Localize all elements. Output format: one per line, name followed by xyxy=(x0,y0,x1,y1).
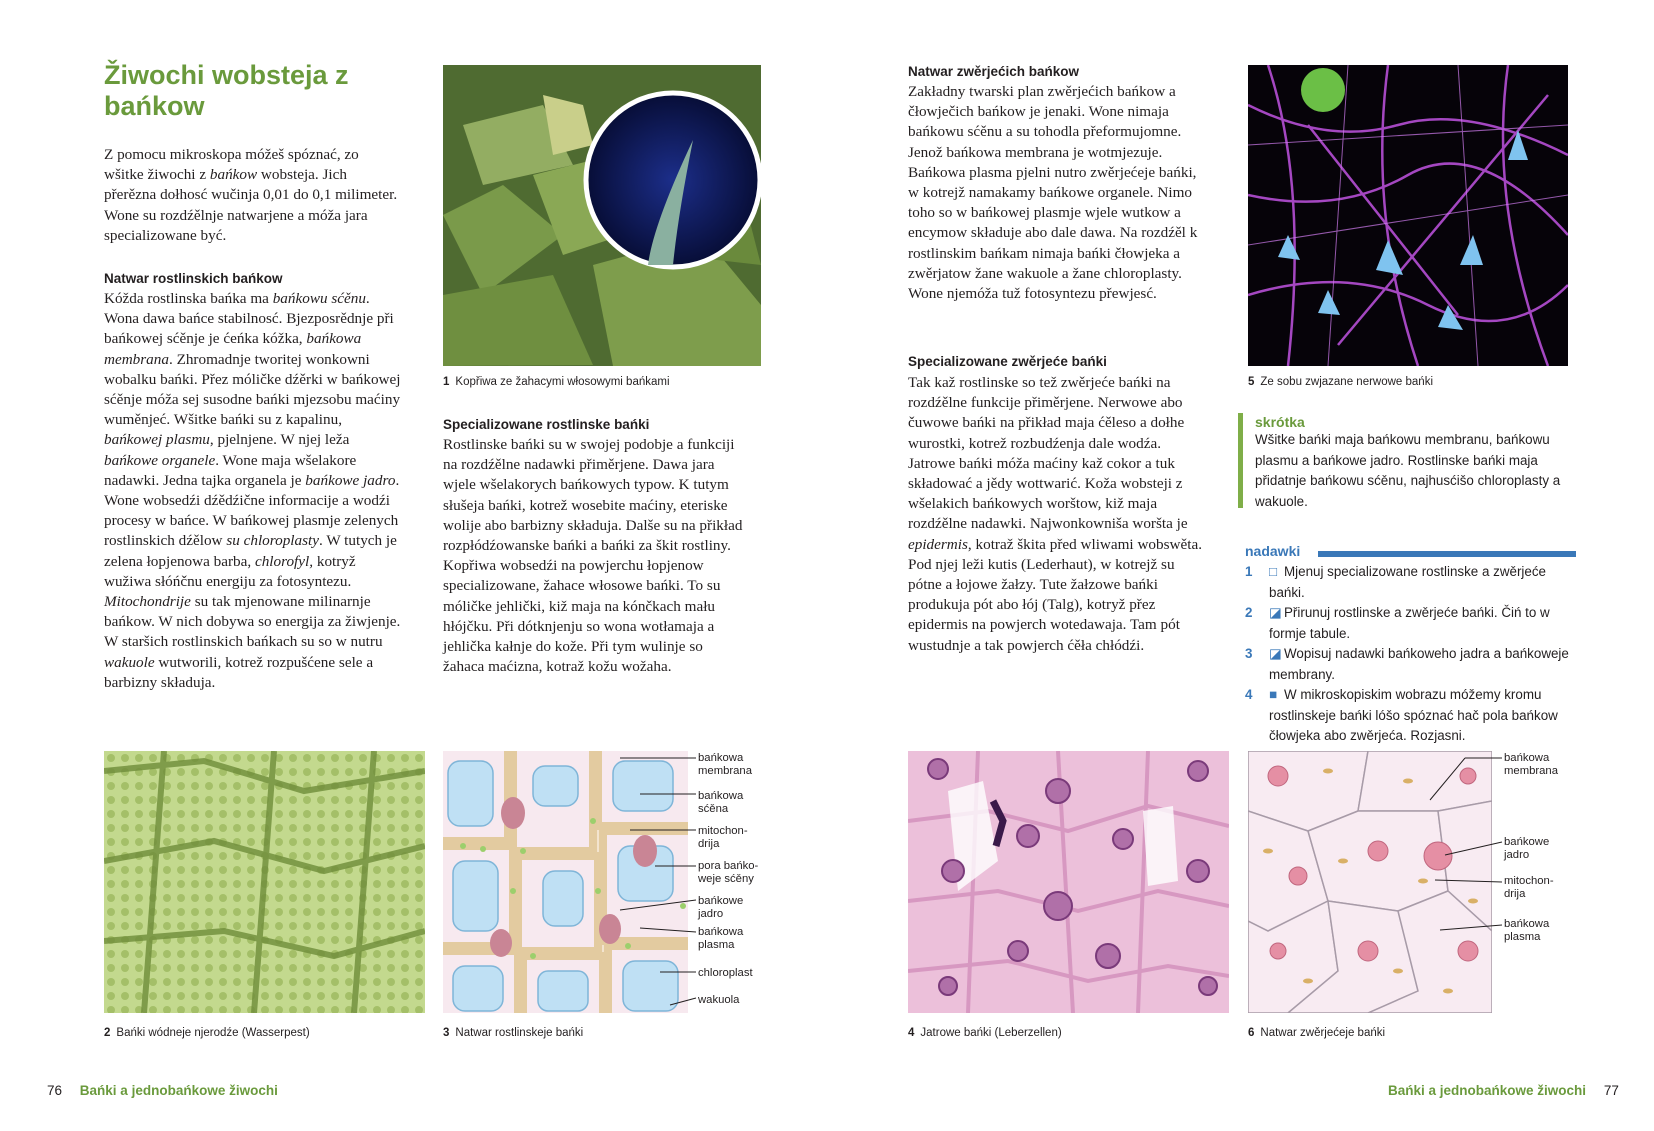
figure-6-caption: 6 Natwar zwěrjećeje bańki xyxy=(1248,1027,1386,1039)
nettle-photo xyxy=(443,65,761,366)
tasks-bar xyxy=(1318,551,1576,557)
figure-2-caption: 2 Bańki wódneje njerodźe (Wasserpest) xyxy=(104,1027,310,1039)
figure-5-caption: 5 Ze sobu zwjazane nerwowe bańki xyxy=(1248,376,1434,388)
fig3-label-nucleus: bańkowe jadro xyxy=(698,895,744,920)
special-plant-heading: Specializowane rostlinske bańki xyxy=(443,417,650,432)
figure-1-caption: 1 Kopřiwa ze žahacymi włosowymi bańkami xyxy=(443,376,670,388)
task-item: 3 ◪ Wopisuj nadawki bańkoweho jadra a bańkoweje membrany. xyxy=(1245,646,1569,682)
task-list xyxy=(1245,562,1585,747)
task-item: 2 ◪ Přirunuj rostlinske a zwěrjeće bańki. Čiń to w formje tabule. xyxy=(1245,605,1550,641)
fig6-leader-lines xyxy=(1420,750,1504,950)
chapter-title-right: Bańki a jednobańkowe žiwochi xyxy=(1388,1083,1587,1098)
page-number-right: 77 xyxy=(1603,1083,1619,1098)
page-number-left: 76 xyxy=(47,1083,63,1098)
liver-cells-micrograph xyxy=(908,751,1229,1013)
fig6-label-mitochondria: mitochon-drija xyxy=(1504,875,1554,900)
special-animal-heading: Specializowane zwěrjeće bańki xyxy=(908,354,1107,369)
fig6-label-nucleus: bańkowe jadro xyxy=(1504,836,1550,861)
summary-text: Wšitke bańki maja bańkowu membranu, bańkowu plasmu a bańkowe jadro. Rostlinske bańki maja přidatnje bańkowu sćěnu, najhusćišo chloroplasty a wakuole. xyxy=(1255,432,1561,509)
intro-paragraph: Z pomocu mikroskopa móžeš spóznać, zo wšitke žiwochi z bańkow wobsteja. Jich přerězna dołhosć wučinja 0,01 do 0,1 milimeter. Wone su rozdźělnje natwarjene a móža jara specializowane być. xyxy=(104,146,398,244)
summary-box xyxy=(1238,414,1573,512)
fig3-label-mitochondria: mitochon-drija xyxy=(698,825,748,850)
fig6-label-plasma: bańkowa plasma xyxy=(1504,918,1550,943)
task-item: 4 ■ W mikroskopiskim wobrazu móžemy kromu rostlinskeje bańki lóšo spóznać hač pola bańkow čłowjeka abo zwěrjeća. Rozjasni. xyxy=(1245,687,1558,743)
chapter-title-left: Bańki a jednobańkowe žiwochi xyxy=(79,1083,278,1098)
task-item: 1 □ Mjenuj specializowane rostlinske a zwěrjeće bańki. xyxy=(1245,564,1546,600)
fig3-label-wall-pore: pora bańko-weje sćěny xyxy=(698,860,759,885)
figure-4-caption: 4 Jatrowe bańki (Leberzellen) xyxy=(908,1027,1062,1039)
figure-3-caption: 3 Natwar rostlinskeje bańki xyxy=(443,1027,584,1039)
special-plant-paragraph: Rostlinske bańki su w swojej podobje a funkciji na rozdźělne nadawki přiměrjene. Dawa jara wjele wšelakorych bańkowych typow. K tutym słušeja bańki, kotrež wosebite maćiny, eteriske wolije abo barbizny składuja. Dalše su na přikład rozpłódźowanske bańki a bańki za škit rostliny. Kopřiwa wobsedźi na powjerchu łopjenow specializowane, žahace włosowe bańki. To su móličke jehlički, kiž maja na kónčkach mału hłójčku. Při dótknjenju so wona wotłamaja a jehlička kałnje do kože. Při tym wulinje so žahaca maćizna, kotraž kožu wožaha. xyxy=(443,436,743,676)
summary-title: skrótka xyxy=(1255,414,1305,430)
plant-cells-paragraph: Kóžda rostlinska bańka ma bańkowu sćěnu. Wona dawa bańce stabilnosć. Bjezposrědnje při bańkowej sćěnje je ćeńka kóžka, bańkowa membrana. Zhromadnje tworitej wonkowni wobalku bańki. Přez móličke dźěrki w bańkowej sćěnje móža sej susodne bańki mjezsobu maćiny wuměnjeć. Wšitke bańki su z kapalinu, bańkowej plasmu, pjelnjene. W njej leža bańkowe organele. Wone maja wšelakore nadawki. Jedna tajka organela je bańkowe jadro. Wone wobsedźi dźědźične informacije a wodźi procesy w bańce. W bańkowej plasmje zelenych rostlinskich dźělow su chloroplasty. W tutych je zelena łopjenowa barba, chlorofyl, kotryž wužiwa słóńčnu energiju za fotosyntezu. Mitochondrije su tak mjenowane milinarnje bańkow. W nich dobywa so energija za žiwjenje. W staršich rostlinskich bańkach su so w nutru wakuole wutworili, kotrež rozpušćene sele a barbizny składuja. xyxy=(104,290,401,691)
fig3-label-cell-wall: bańkowa sćěna xyxy=(698,790,744,815)
left-footer xyxy=(47,1083,278,1098)
right-footer xyxy=(1388,1083,1619,1098)
fig3-label-chloroplast: chloroplast xyxy=(698,967,753,979)
plant-cells-heading: Natwar rostlinskich bańkow xyxy=(104,271,283,286)
fig3-label-vacuole: wakuola xyxy=(698,994,740,1006)
fig3-label-membrane: bańkowa membrana xyxy=(698,752,752,777)
animal-cells-paragraph: Zakładny twarski plan zwěrjećich bańkow a čłowječich bańkow je jenaki. Wone nimaja bańkowu sćěnu a su tohodla přeformujomne. Jenož bańkowa membrana je wotmjezuje. Bańkowa plasma pjelni nutro zwěrjećeje bańki, w kotrejž namakamy bańkowe organele. Nimo toho so w bańkowej plasmje wjele wutkow a encymow składuje abo dale dawa. Na rozdźěl k rostlinskim bańkam nimaja bańki čłowjeka a zwěrjatow žane wakuole a žane chloroplasty. Wone njemóža tuž fotosyntezu přewjesć. xyxy=(908,83,1198,303)
special-animal-paragraph: Tak kaž rostlinske so tež zwěrjeće bańki na rozdźělne funkcije přiměrjene. Nerwowe abo čuwowe bańki na přikład maja ćěleso a dołhe wurostki, kotrež rozbudźenja dale wodźa. Jatrowe bańki móža maćiny kaž cokor a tuk składować a jědy wottwarić. Koža wobsteji z wšelakich bańkowych worštow, kiž maja rozdźělne nadawki. Najwonkowniša woršta je epidermis, kotraž škita před wliwami wobswěta. Pod njej leži kutis (Lederhaut), w kotrejž su pótne a łojowe žałzy. Tute žałzowe bańki produkuja pót abo łój (Talg), kotryž přez epidermis na powjerch wotedawaja. Tam pót wustudnje a tak powjerch ćěła chłódźi. xyxy=(908,374,1202,654)
fig3-leader-lines xyxy=(600,750,700,1010)
nerve-cells-micrograph xyxy=(1248,65,1568,366)
fig6-label-membrane: bańkowa membrana xyxy=(1504,752,1558,777)
fig3-label-plasma: bańkowa plasma xyxy=(698,926,744,951)
waterweed-micrograph xyxy=(104,751,425,1013)
animal-cells-heading: Natwar zwěrjećich bańkow xyxy=(908,64,1080,79)
tasks-title: nadawki xyxy=(1245,543,1301,559)
page-title: Žiwochi wobsteja z bańkow xyxy=(104,60,349,121)
